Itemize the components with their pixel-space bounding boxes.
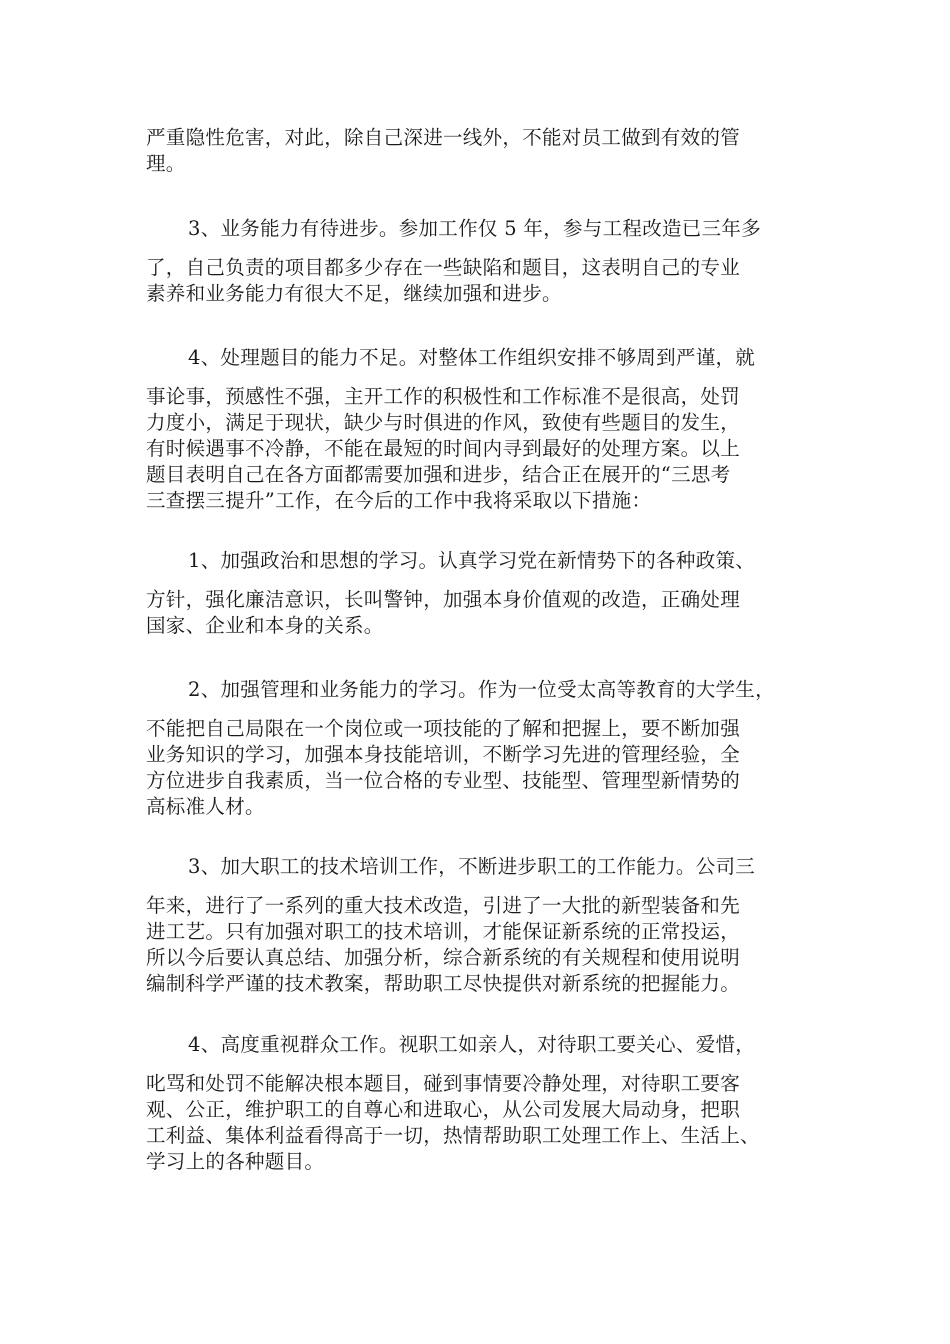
paragraph-6-line-4: 学习上的各种题目。 (146, 1150, 325, 1173)
paragraph-2-line-0: 4、处理题目的能力不足。对整体工作组织安排不够周到严谨，就 (188, 346, 756, 369)
paragraph-4-line-4: 高标准人材。 (146, 795, 265, 818)
paragraph-4-line-1: 不能把自己局限在一个岗位或一项技能的了解和把握上，要不断加强 (146, 717, 741, 740)
paragraph-0-line-1: 理。 (146, 152, 186, 175)
paragraph-3-line-2: 国家、企业和本身的关系。 (146, 614, 384, 637)
paragraph-5-line-4: 编制科学严谨的技术教案，帮助职工尽快提供对新系统的把握能力。 (146, 972, 741, 995)
paragraph-6-line-2: 观、公正，维护职工的自尊心和进取心，从公司发展大局动身，把职 (146, 1098, 741, 1121)
paragraph-0-line-0: 严重隐性危害，对此，除自己深进一线外，不能对员工做到有效的管 (146, 126, 741, 149)
paragraph-5-line-2: 进工艺。只有加强对职工的技术培训，才能保证新系统的正常投运， (146, 920, 741, 943)
paragraph-1-line-2: 素养和业务能力有很大不足，继续加强和进步。 (146, 282, 562, 305)
paragraph-2-line-2: 力度小，满足于现状，缺少与时俱进的作风，致使有些题目的发生， (146, 411, 741, 434)
paragraph-3-line-1: 方针，强化廉洁意识，长叫警钟，加强本身价值观的改造，正确处理 (146, 588, 741, 611)
paragraph-2-line-1: 事论事，预感性不强，主开工作的积极性和工作标准不是很高，处罚 (146, 385, 741, 408)
paragraph-2-line-4: 题目表明自己在各方面都需要加强和进步，结合正在展开的“三思考 (146, 463, 731, 486)
paragraph-6-line-1: 叱骂和处罚不能解决根本题目，碰到事情要冷静处理，对待职工要客 (146, 1072, 741, 1095)
paragraph-2-line-5: 三查摆三提升”工作，在今后的工作中我将采取以下措施： (146, 489, 652, 512)
paragraph-4-line-0: 2、加强管理和业务能力的学习。作为一位受太高等教育的大学生， (188, 678, 775, 701)
paragraph-2-line-3: 有时候遇事不冷静，不能在最短的时间内寻到最好的处理方案。以上 (146, 437, 741, 460)
paragraph-6-line-3: 工利益、集体利益看得高于一切，热情帮助职工处理工作上、生活上、 (146, 1124, 760, 1147)
paragraph-4-line-3: 方位进步自我素质，当一位合格的专业型、技能型、管理型新情势的 (146, 769, 741, 792)
paragraph-6-line-0: 4、高度重视群众工作。视职工如亲人，对待职工要关心、爱惜， (188, 1033, 756, 1056)
paragraph-5-line-3: 所以今后要认真总结、加强分析，综合新系统的有关规程和使用说明 (146, 946, 741, 969)
paragraph-1-line-0: 3、业务能力有待进步。参加工作仅 5 年，参与工程改造已三年多 (188, 217, 762, 240)
paragraph-4-line-2: 业务知识的学习，加强本身技能培训，不断学习先进的管理经验，全 (146, 743, 741, 766)
paragraph-3-line-0: 1、加强政治和思想的学习。认真学习党在新情势下的各种政策、 (188, 549, 756, 572)
paragraph-5-line-0: 3、加大职工的技术培训工作，不断进步职工的工作能力。公司三 (188, 855, 756, 878)
paragraph-5-line-1: 年来，进行了一系列的重大技术改造，引进了一大批的新型装备和先 (146, 894, 741, 917)
paragraph-1-line-1: 了，自己负责的项目都多少存在一些缺陷和题目，这表明自己的专业 (146, 256, 741, 279)
